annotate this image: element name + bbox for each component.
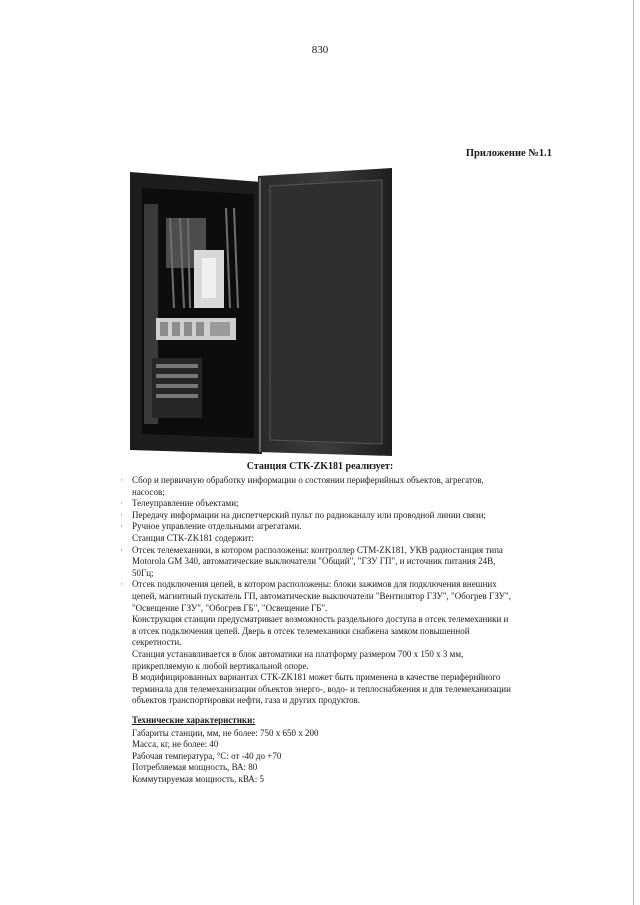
- description-line: насосов;: [132, 486, 165, 497]
- page-edge-line: [633, 0, 634, 905]
- description-line: 50Гц;: [132, 567, 154, 578]
- description-line: терминала для телемеханизации объектов энерго-, водо- и теплоснабжения и для телемеханизации: [132, 683, 511, 694]
- description-line: · Телеуправление объектами;: [132, 498, 552, 510]
- tech-spec-line: Габариты станции, мм, не более: 750 х 650 х 200: [132, 727, 319, 738]
- cabinet-photo: [130, 168, 392, 456]
- tech-spec-line: Потребляемая мощность, ВА: 80: [132, 762, 258, 773]
- tech-spec-line: Масса, кг, не более: 40: [132, 739, 219, 750]
- tech-spec-line: Рабочая температура, °С: от -40 до +70: [132, 750, 282, 761]
- station-title: Станция СТК-ZK181 реализует:: [246, 461, 394, 472]
- description-line: Станция СТК-ZK181 содержит:: [132, 532, 254, 543]
- description-line: · Отсек подключения цепей, в котором расположены: блоки зажимов для подключения внешних: [132, 579, 552, 591]
- description-line: · Ручное управление отдельными агрегатами.: [132, 521, 552, 533]
- description-line: В модифицированных вариантах СТК-ZK181 может быть применена в качестве периферийного: [132, 672, 501, 683]
- appendix-label: Приложение №1.1: [465, 148, 552, 159]
- description-line: · Передачу информации на диспетчерский пульт по радиоканалу или проводной линии связи;: [132, 510, 552, 522]
- description-line: прикрепляемую к любой вертикальной опоре.: [132, 660, 309, 671]
- description-line: Конструкция станции предусматривает возможность раздельного доступа в отсек телемеханики и: [132, 614, 509, 625]
- tech-spec-line: Коммутируемая мощность, кВА: 5: [132, 773, 265, 784]
- tech-specs: [132, 715, 552, 786]
- page-number: 830: [311, 44, 329, 56]
- description-line: Motorola GM 340, автоматические выключатели "Общий", "ГЗУ ГП", и источник питания 24В,: [132, 556, 496, 567]
- description-block: [132, 475, 552, 707]
- description-line: объектов транспортировки нефти, газа и других продуктов.: [132, 695, 361, 706]
- description-line: секретности.: [132, 637, 182, 648]
- description-line: · Отсек телемеханики, в котором расположены: контроллер СТМ-ZK181, УКВ радиостанция типа: [132, 545, 552, 557]
- description-line: "Освещение ГЗУ", "Обогрев ГБ", "Освещение ГБ".: [132, 602, 328, 613]
- description-line: Станция устанавливается в блок автоматики на платформу размером 700 х 150 х 3 мм,: [132, 648, 464, 659]
- description-line: в отсек подключения цепей. Дверь в отсек телемеханики снабжена замком повышенной: [132, 625, 470, 636]
- tech-specs-title: Технические характеристики:: [132, 715, 256, 725]
- description-line: цепей, магнитный пускатель ГП, автоматические выключатели "Вентилятор ГЗУ", "Обогрев ГЗУ",: [132, 590, 511, 601]
- description-line: · Сбор и первичную обработку информации о состоянии периферийных объектов, агрегатов,: [132, 475, 552, 487]
